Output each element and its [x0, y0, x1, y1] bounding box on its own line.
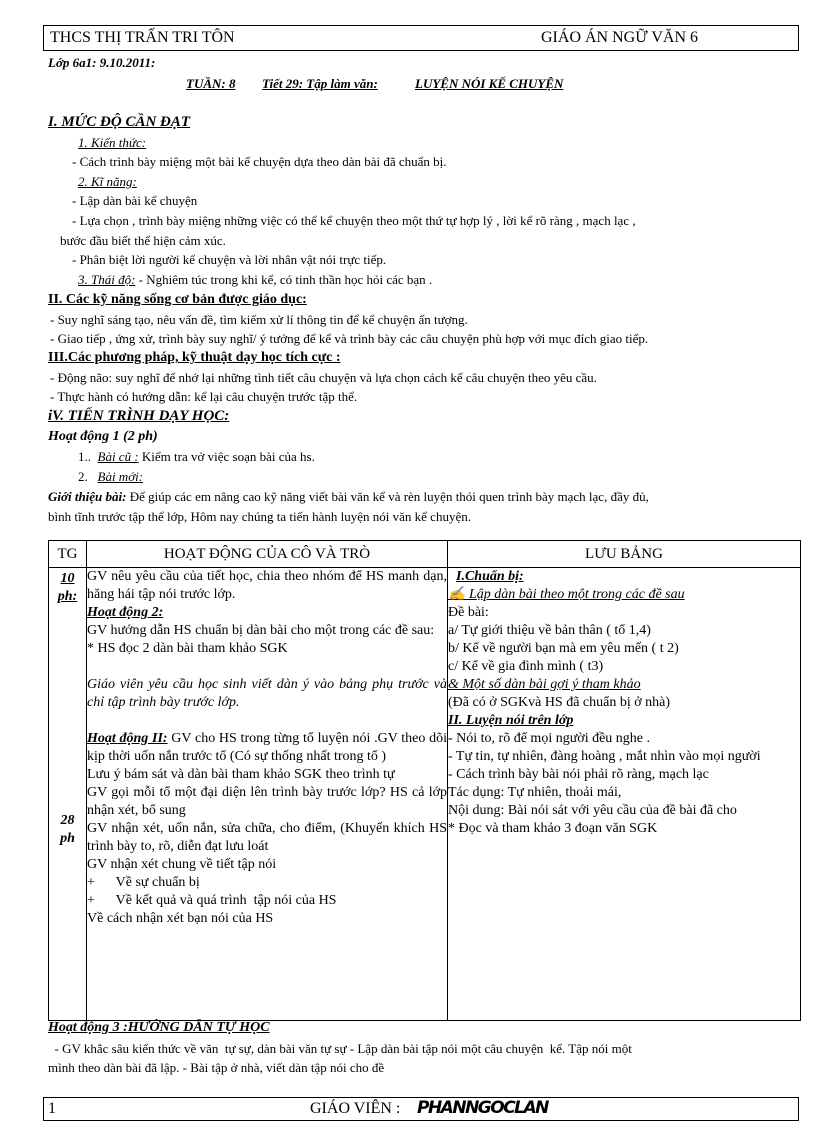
board-15: * Đọc và tham khảo 3 đoạn văn SGK	[448, 821, 658, 836]
board-11: - Tự tin, tự nhiên, đàng hoàng , mắt nhìn vào mọi người	[448, 749, 761, 764]
board-8: (Đã có ở SGKvà HS đã chuẩn bị ở nhà)	[448, 695, 671, 710]
skill-2b: bước đầu biết thể hiện cảm xúc.	[60, 233, 226, 248]
section-2-heading: II. Các kỹ năng sống cơ bản được giáo dục:	[48, 292, 307, 307]
attitude-text: - Nghiêm túc trong khi kể, có tinh thần học hỏi các bạn .	[135, 272, 433, 287]
s2-line-2: - Giao tiếp , ứng xử, trình bày suy nghĩ/ ý tưởng để kể và trình bày các câu chuyện phù hợp với mục đích giao tiếp.	[50, 331, 649, 346]
week: TUẦN: 8	[186, 76, 236, 91]
section-3-heading: III.Các phương pháp, kỹ thuật dạy học tích cực :	[48, 350, 341, 365]
board-cell	[448, 568, 801, 1021]
activity-3-heading: Hoạt động 3 :HƯỚNG DẪN TỰ HỌC	[48, 1020, 270, 1035]
skill-3: - Phân biệt lời người kể chuyện và lời nhân vật nói trực tiếp.	[72, 252, 387, 267]
board-7-row	[448, 676, 800, 694]
page-header	[43, 25, 799, 51]
board-6: c/ Kể về gia đình mình ( t3)	[448, 659, 604, 674]
act-12: + Về kết quả và quá trình tập nói của HS	[87, 893, 337, 908]
blank-line	[87, 712, 447, 730]
school-name: THCS THỊ TRẤN TRI TÔN	[50, 29, 235, 46]
board-14: Nội dung: Bài nói sát với yêu cầu của đề bài đã cho	[448, 803, 737, 818]
board-4: a/ Tự giới thiệu về bản thân ( tổ 1,4)	[448, 623, 651, 638]
board-3: Đề bài:	[448, 605, 489, 620]
act-7: Lưu ý bám sát và dàn bài tham khảo SGK theo trình tự	[87, 767, 395, 782]
activity-cell	[87, 568, 448, 1021]
time-cell	[49, 568, 87, 1021]
page-number: 1	[48, 1100, 56, 1117]
board-2: Lập dàn bài theo một trong các đề sau	[468, 587, 685, 602]
act-5: Giáo viên yêu cầu học sinh viết dàn ý vào bảng phụ trước và chỉ tập trình bày trước lớp.	[87, 677, 447, 710]
teacher-label: GIÁO VIÊN :	[310, 1100, 401, 1117]
subject-name: GIÁO ÁN NGỮ VĂN 6	[541, 29, 698, 46]
knowledge-text: - Cách trình bày miệng một bài kể chuyện dựa theo dàn bài đã chuẩn bị.	[72, 154, 447, 169]
intro-line-a	[48, 489, 649, 505]
col-activity: HOẠT ĐỘNG CỦA CÔ VÀ TRÒ	[87, 541, 448, 568]
board-7: Một số dàn bài gợi ý tham khảo	[462, 677, 641, 692]
board-13: Tác dụng: Tự nhiên, thoải mái,	[448, 785, 622, 800]
act-13: Về cách nhận xét bạn nói của HS	[87, 911, 274, 926]
section-4-heading: iV. TIẾN TRÌNH DẠY HỌC:	[48, 408, 230, 424]
board-2-row	[448, 586, 800, 604]
intro-text-a: Để giúp các em nâng cao kỹ năng viết bài văn kể và rèn luyện thói quen trình bày mạch lạc, đầy đủ,	[126, 489, 649, 504]
act-6-label: Hoạt động II:	[87, 731, 168, 746]
act-6-text: GV cho HS trong từng tổ luyện nói .GV theo dõi kịp thời uốn nắn trước tổ (Có sự thống nhất trong tổ )	[87, 731, 448, 764]
item-2-num: 2.	[78, 469, 88, 484]
act-8: GV gọi mỗi tổ một đại diện lên trình bày trước lớp? HS cả lớp nhận xét, bổ sung	[87, 785, 447, 818]
lesson-table	[48, 540, 801, 1021]
ampersand-icon: &	[448, 677, 459, 692]
item-2-label: Bài mới:	[97, 469, 144, 484]
time-1a: 10	[60, 571, 75, 586]
act-3: GV hướng dẫn HS chuẩn bị dàn bài cho một trong các đề sau:	[87, 623, 435, 638]
time-1b: ph:	[57, 589, 78, 604]
board-12: - Cách trình bày bài nói phải rõ ràng, mạch lạc	[448, 767, 709, 782]
section-1-heading: I. MỨC ĐỘ CẦN ĐẠT	[48, 114, 191, 130]
col-board: LƯU BẢNG	[448, 541, 801, 568]
lesson-name: LUYỆN NÓI KỂ CHUYỆN	[415, 76, 564, 91]
pen-icon: ✍	[448, 587, 466, 602]
time-2b: ph	[60, 831, 75, 846]
intro-label: Giới thiệu bài:	[48, 489, 127, 504]
page-footer	[43, 1097, 799, 1121]
attitude-label: 3. Thái độ:	[78, 272, 136, 287]
s3-line-1: - Động não: suy nghĩ để nhớ lại những tình tiết câu chuyện và lựa chọn cách kể câu chuyện theo yêu cầu.	[50, 370, 597, 385]
skill-1: - Lập dàn bài kể chuyện	[72, 193, 198, 208]
board-1: I.Chuẩn bị:	[456, 569, 524, 584]
teacher-signature: PHANNGOCLAN	[417, 1098, 548, 1118]
s5-line-a: - GV khắc sâu kiến thức về văn tự sự, dàn bài văn tự sự - Lập dàn bài tập nói một câu chuyện kể. Tập nói một	[48, 1041, 632, 1056]
s3-line-2: - Thực hành có hướng dẫn: kể lại câu chuyện trước tập thể.	[50, 389, 358, 404]
board-9: II. Luyện nói trên lớp	[448, 713, 574, 728]
time-2a: 28	[60, 813, 75, 828]
class-date: Lớp 6a1: 9.10.2011:	[48, 55, 156, 70]
act-11: + Về sự chuẩn bị	[87, 875, 200, 890]
old-lesson-item	[78, 449, 315, 465]
table-body-row	[49, 568, 801, 1021]
act-6	[87, 730, 447, 766]
intro-line-b: bình tĩnh trước tập thể lớp, Hôm nay chúng ta tiến hành luyện nói văn kể chuyện.	[48, 509, 471, 524]
act-4: * HS đọc 2 dàn bài tham khảo SGK	[87, 641, 288, 656]
lesson-prefix: Tiết 29: Tập làm văn:	[262, 76, 378, 91]
s5-line-b: mình theo dàn bài đã lập. - Bài tập ở nhà, viết dàn tập nói cho đề	[48, 1060, 385, 1075]
act-10: GV nhận xét chung về tiết tập nói	[87, 857, 277, 872]
s2-line-1: - Suy nghĩ sáng tạo, nêu vấn đề, tìm kiếm xử lí thông tin để kể chuyện ấn tượng.	[50, 312, 468, 327]
board-5: b/ Kể về người bạn mà em yêu mến ( t 2)	[448, 641, 679, 656]
skill-2a: - Lựa chọn , trình bày miệng những việc có thể kể chuyện theo một thứ tự hợp lý , lời kể rõ ràng , mạch lạc ,	[72, 213, 636, 228]
table-header-row	[49, 541, 801, 568]
attitude	[78, 272, 432, 288]
knowledge-label: 1. Kiến thức:	[78, 135, 147, 150]
col-tg: TG	[49, 541, 87, 568]
board-10: - Nói to, rõ để mọi người đều nghe .	[448, 731, 651, 746]
activity-1-heading: Hoạt động 1 (2 ph)	[48, 429, 158, 444]
skills-label: 2. Kĩ năng:	[78, 174, 137, 189]
item-1-text: Kiểm tra vở việc soạn bài của hs.	[138, 449, 315, 464]
new-lesson-item	[78, 469, 143, 485]
item-1-label: Bài cũ :	[97, 449, 139, 464]
act-9: GV nhận xét, uốn nắn, sửa chữa, cho điểm, (Khuyến khích HS trình bày to, rõ, diễn đạt lưu loát	[87, 821, 447, 854]
act-1: GV nêu yêu cầu của tiết học, chia theo nhóm để HS manh dạn, hăng hái tập nói trước lớp.	[87, 569, 447, 602]
item-1-num: 1..	[78, 449, 91, 464]
blank-line	[87, 658, 447, 676]
act-2-label: Hoạt động 2:	[87, 605, 164, 620]
